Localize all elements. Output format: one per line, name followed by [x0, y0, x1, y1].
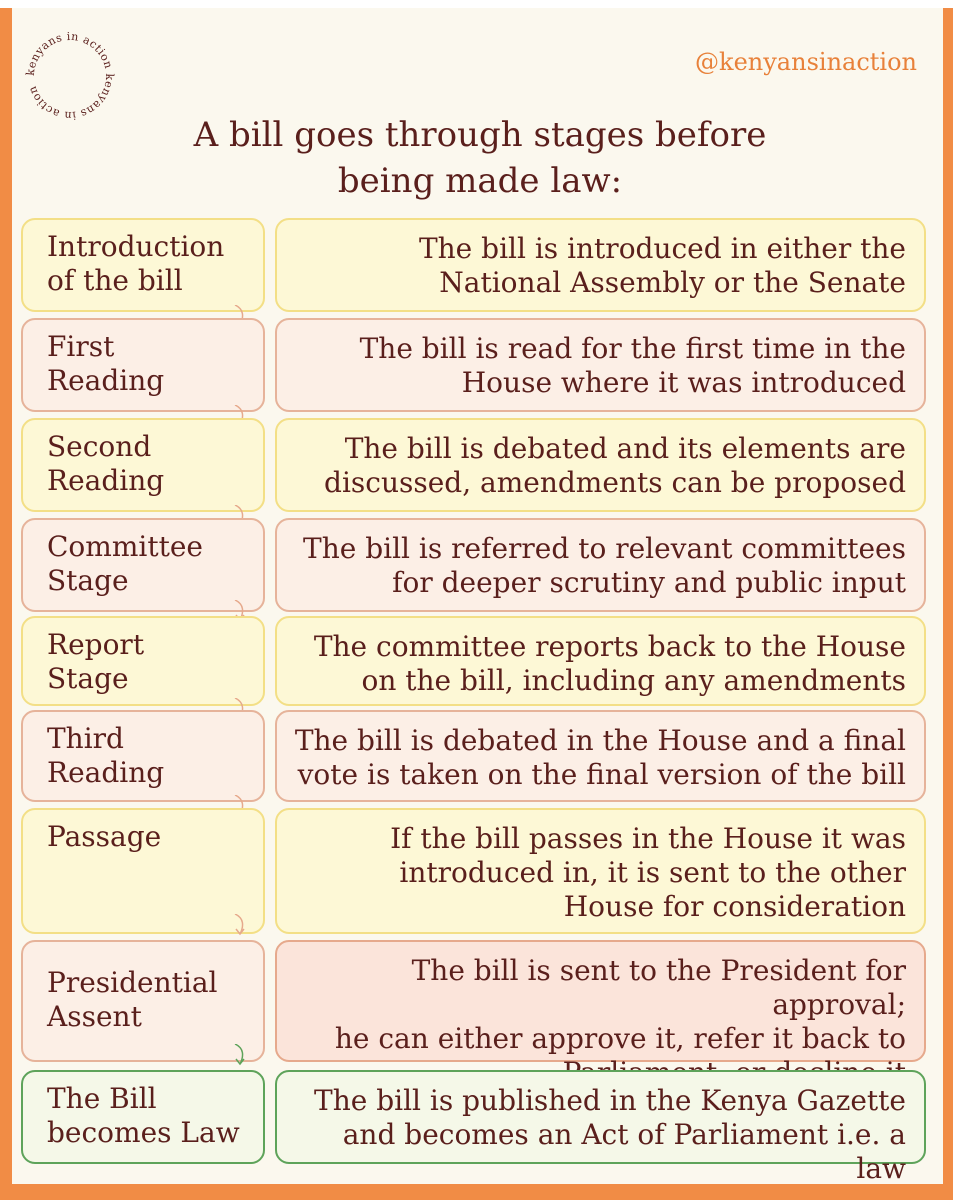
stage-label: Reading — [47, 756, 165, 789]
desc-line: on the bill, including any amendments — [361, 664, 906, 697]
desc-line: discussed, amendments can be proposed — [324, 466, 906, 499]
stage-box-second-reading — [21, 418, 265, 512]
stage-label: Introduction — [47, 230, 225, 263]
stage-label: Assent — [47, 1000, 142, 1033]
desc-line: The bill is published in the Kenya Gazette — [314, 1084, 906, 1117]
desc-line: National Assembly or the Senate — [439, 266, 906, 299]
desc-line: The bill is debated in the House and a final — [294, 724, 906, 757]
desc-box-first-reading — [275, 318, 926, 412]
stage-label: Reading — [47, 464, 165, 497]
desc-line: If the bill passes in the House it was — [390, 822, 906, 855]
arrow-down-icon — [232, 914, 248, 936]
desc-box-passage — [275, 808, 926, 934]
desc-line: House where it was introduced — [461, 366, 906, 399]
desc-line: vote is taken on the final version of the bill — [297, 758, 906, 791]
stage-label: Report — [47, 628, 145, 661]
stage-label: The Bill — [47, 1082, 157, 1115]
stage-box-first-reading — [21, 318, 265, 412]
stage-label: becomes Law — [47, 1116, 240, 1149]
page-title — [160, 112, 800, 204]
desc-box-presidential-assent — [275, 940, 926, 1062]
stage-label: Stage — [47, 564, 129, 597]
stage-box-passage — [21, 808, 265, 934]
title-line-1: A bill goes through stages before — [193, 115, 767, 155]
stage-label: Second — [47, 430, 152, 463]
stage-box-becomes-law — [21, 1070, 265, 1164]
desc-line: introduced in, it is sent to the other — [399, 856, 906, 889]
arrow-down-icon — [232, 1044, 248, 1066]
stage-label: Presidential — [47, 966, 218, 999]
social-handle: @kenyansinaction — [695, 48, 917, 76]
desc-line: The committee reports back to the House — [313, 630, 906, 663]
stage-label: Committee — [47, 530, 203, 563]
kenyans-in-action-logo — [20, 26, 120, 126]
svg-text:kenyans in action kenyans in a: kenyans in action kenyans in action — [23, 29, 117, 123]
desc-line: The bill is referred to relevant committees — [303, 532, 906, 565]
stage-label: Reading — [47, 364, 165, 397]
stage-label: Third — [47, 722, 124, 755]
desc-line: The bill is debated and its elements are — [344, 432, 906, 465]
stage-label: First — [47, 330, 115, 363]
stage-box-third-reading — [21, 710, 265, 802]
stage-label: of the bill — [47, 264, 183, 297]
desc-line: The bill is introduced in either the — [418, 232, 906, 265]
desc-line: he can either approve it, refer it back to — [334, 1022, 906, 1055]
desc-box-report-stage — [275, 616, 926, 706]
desc-box-second-reading — [275, 418, 926, 512]
stage-box-introduction — [21, 218, 265, 312]
desc-box-committee-stage — [275, 518, 926, 612]
stage-label: Stage — [47, 662, 129, 695]
desc-line: House for consideration — [563, 890, 906, 923]
stage-box-report-stage — [21, 616, 265, 706]
desc-box-introduction — [275, 218, 926, 312]
desc-box-third-reading — [275, 710, 926, 802]
desc-line: and becomes an Act of Parliament i.e. a law — [342, 1118, 906, 1185]
desc-line: The bill is read for the first time in the — [359, 332, 906, 365]
desc-box-becomes-law — [275, 1070, 926, 1185]
stage-box-presidential-assent — [21, 940, 265, 1062]
stage-box-committee-stage — [21, 518, 265, 612]
desc-line: The bill is sent to the President for approval; — [411, 954, 906, 1021]
stage-label: Passage — [47, 820, 162, 853]
title-line-2: being made law: — [337, 161, 623, 201]
desc-line: for deeper scrutiny and public input — [392, 566, 906, 599]
